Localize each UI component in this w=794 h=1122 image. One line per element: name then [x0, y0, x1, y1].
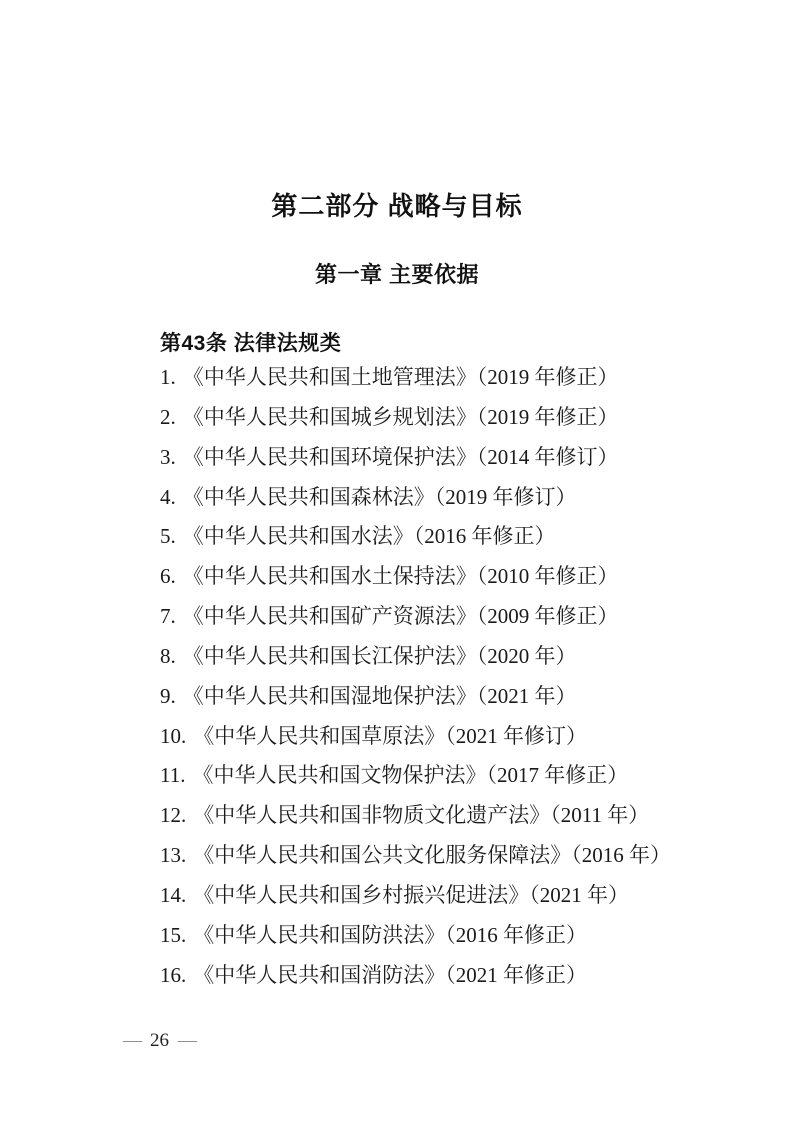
footer-right-dash: —: [178, 1030, 196, 1051]
law-year-note: （2010 年修正）: [476, 564, 619, 589]
list-item: [160, 358, 684, 398]
list-item: [160, 876, 684, 916]
law-name: 《中华人民共和国防洪法》: [193, 922, 446, 947]
list-item: [160, 478, 684, 518]
item-number: 8.: [160, 643, 176, 668]
list-item: [160, 796, 684, 836]
law-name: 《中华人民共和国土地管理法》: [182, 365, 477, 389]
law-name: 《中华人民共和国乡村振兴促进法》: [193, 882, 530, 907]
law-year-note: （2017 年修正）: [486, 763, 629, 788]
law-name: 《中华人民共和国水土保持法》: [182, 564, 477, 589]
item-number: 5.: [160, 524, 176, 549]
law-name: 《中华人民共和国森林法》: [182, 484, 435, 509]
footer-left-dash: —: [123, 1030, 141, 1051]
item-number: 3.: [160, 444, 176, 469]
list-item: [160, 398, 684, 438]
list-item: [160, 557, 684, 597]
law-year-note: （2009 年修正）: [476, 604, 619, 629]
list-item: [160, 836, 684, 876]
page-number: 26: [150, 1030, 169, 1051]
list-item: [160, 717, 684, 757]
law-list: [160, 358, 684, 996]
item-number: 1.: [160, 365, 176, 389]
law-name: 《中华人民共和国长江保护法》: [182, 643, 477, 668]
law-year-note: （2020 年）: [476, 643, 577, 668]
law-year-note: （2019 年修订）: [434, 484, 577, 509]
law-name: 《中华人民共和国草原法》: [193, 723, 446, 748]
law-name: 《中华人民共和国矿产资源法》: [182, 604, 477, 629]
law-year-note: （2016 年）: [571, 843, 671, 868]
list-item: [160, 517, 684, 557]
law-name: 《中华人民共和国水法》: [182, 524, 414, 549]
page-footer: [114, 1030, 205, 1052]
item-number: 16.: [160, 962, 187, 987]
law-name: 《中华人民共和国城乡规划法》: [182, 404, 477, 429]
law-year-note: （2019 年修正）: [476, 365, 619, 389]
item-number: 15.: [160, 922, 187, 947]
item-number: 6.: [160, 564, 176, 589]
law-year-note: （2011 年）: [550, 803, 650, 828]
list-item: [160, 677, 684, 717]
law-name: 《中华人民共和国非物质文化遗产法》: [193, 803, 551, 828]
item-number: 4.: [160, 484, 176, 509]
item-number: 14.: [160, 882, 187, 907]
law-name: 《中华人民共和国公共文化服务保障法》: [193, 843, 572, 868]
list-item: [160, 956, 684, 996]
list-item: [160, 637, 684, 677]
law-name: 《中华人民共和国湿地保护法》: [182, 683, 477, 708]
section-heading: 第43条 法律法规类: [160, 332, 342, 355]
list-item: [160, 916, 684, 956]
law-year-note: （2016 年修正）: [413, 524, 556, 549]
law-year-note: （2021 年）: [529, 882, 629, 907]
law-year-note: （2021 年修正）: [445, 962, 587, 987]
item-number: 13.: [160, 843, 187, 868]
law-year-note: （2014 年修订）: [476, 444, 619, 469]
law-year-note: （2021 年）: [476, 683, 577, 708]
list-item: [160, 597, 684, 637]
item-number: 2.: [160, 404, 176, 429]
part-title: 第二部分 战略与目标: [271, 191, 523, 221]
item-number: 11.: [160, 763, 186, 788]
item-number: 9.: [160, 683, 176, 708]
item-number: 10.: [160, 723, 187, 748]
law-year-note: （2021 年修订）: [445, 723, 587, 748]
list-item: [160, 756, 684, 796]
list-item: [160, 438, 684, 478]
law-year-note: （2019 年修正）: [476, 404, 619, 429]
law-year-note: （2016 年修正）: [445, 922, 587, 947]
item-number: 12.: [160, 803, 187, 828]
law-name: 《中华人民共和国消防法》: [193, 962, 446, 987]
item-number: 7.: [160, 604, 176, 629]
law-name: 《中华人民共和国环境保护法》: [182, 444, 477, 469]
law-name: 《中华人民共和国文物保护法》: [192, 763, 487, 788]
chapter-title: 第一章 主要依据: [314, 262, 480, 287]
